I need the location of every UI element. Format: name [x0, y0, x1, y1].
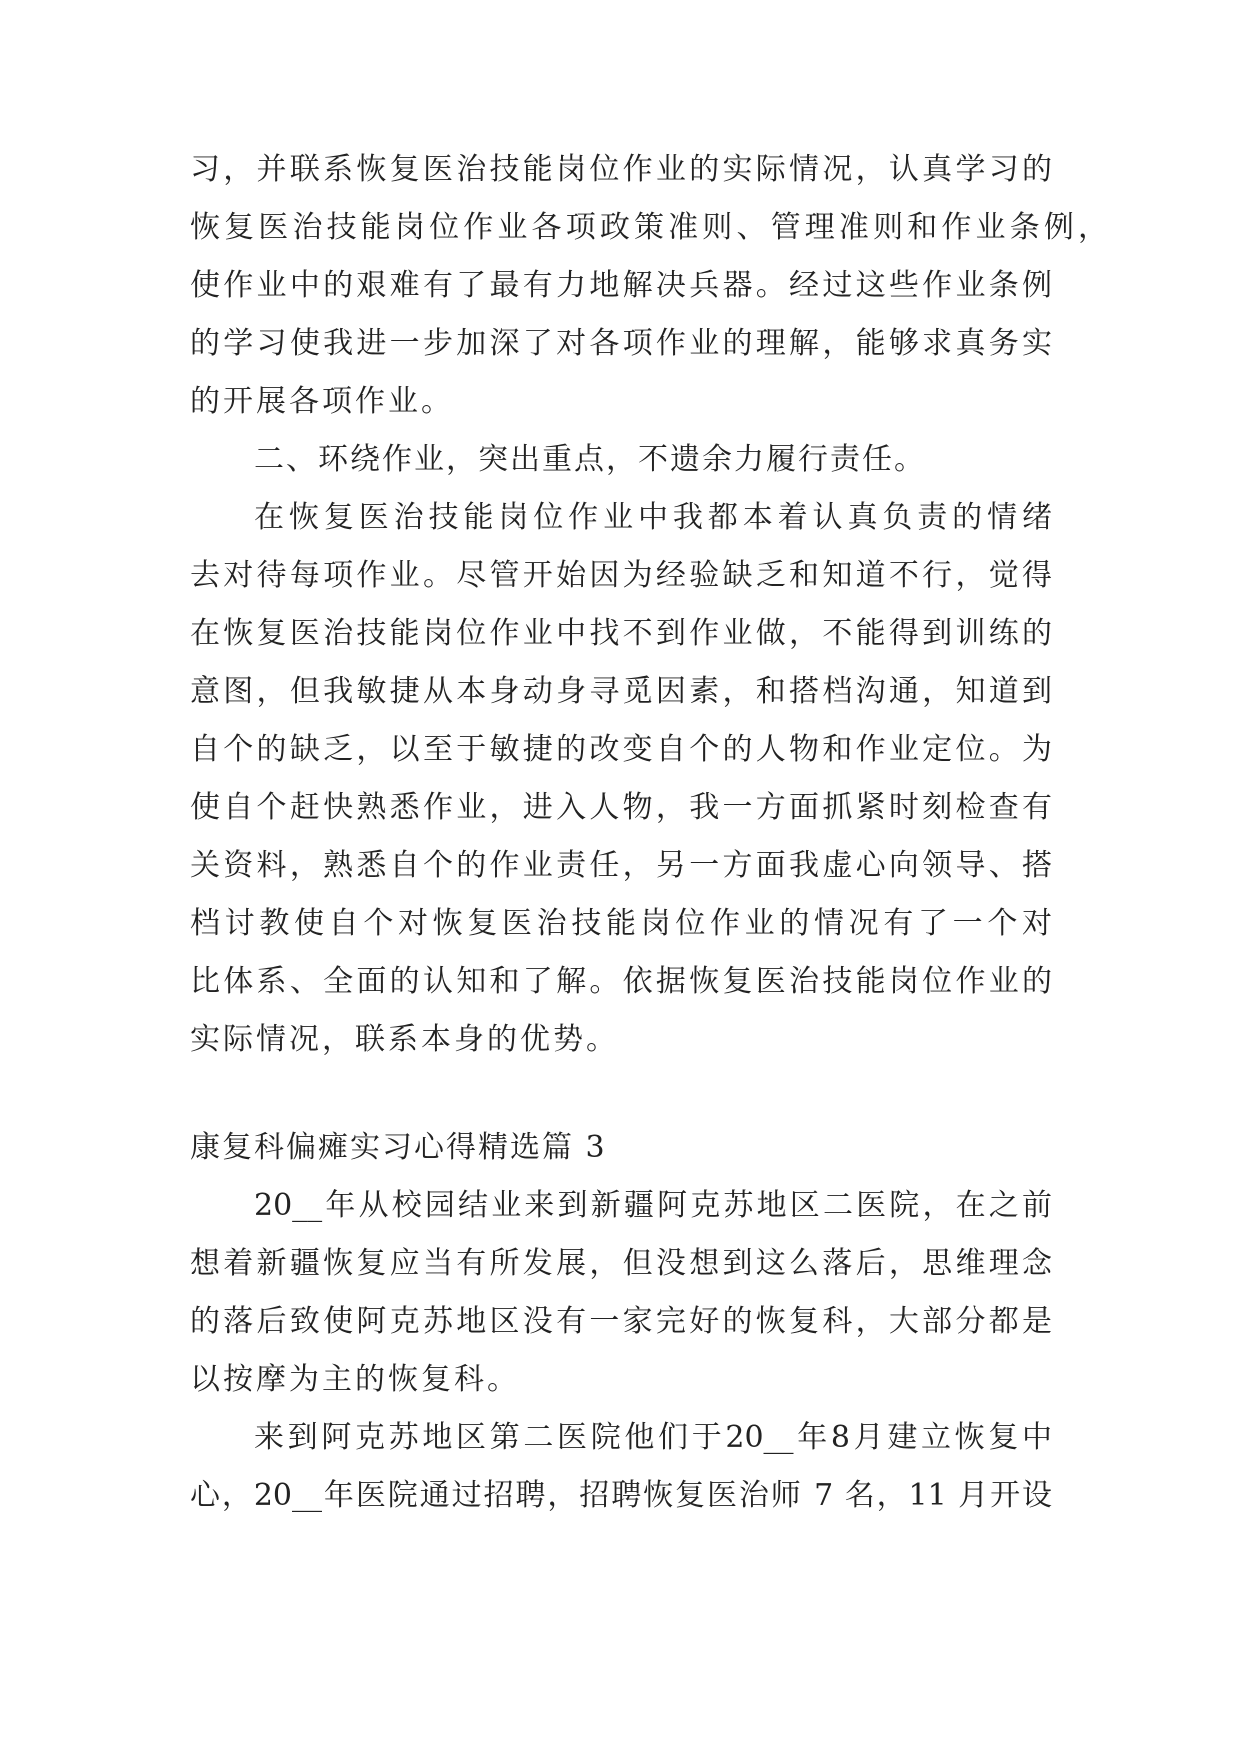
- paragraph-line: 的落后致使阿克苏地区没有一家完好的恢复科，大部分都是: [190, 1304, 1052, 1339]
- paragraph-line: 的开展各项作业。: [190, 384, 454, 419]
- section-heading: 二、环绕作业，突出重点，不遗余力履行责任。: [254, 442, 926, 477]
- paragraph-line: 想着新疆恢复应当有所发展，但没想到这么落后，思维理念: [190, 1246, 1052, 1281]
- paragraph-line: 恢复医治技能岗位作业各项政策准则、管理准则和作业条例，: [190, 210, 1108, 245]
- paragraph-line: 使作业中的艰难有了最有力地解决兵器。经过这些作业条例: [190, 268, 1052, 303]
- paragraph-line: 以按摩为主的恢复科。: [190, 1362, 520, 1397]
- paragraph-line: 自个的缺乏，以至于敏捷的改变自个的人物和作业定位。为: [190, 732, 1052, 767]
- paragraph-line: 使自个赶快熟悉作业，进入人物，我一方面抓紧时刻检查有: [190, 790, 1052, 825]
- paragraph-line: 20__年从校园结业来到新疆阿克苏地区二医院，在之前: [254, 1188, 1052, 1223]
- paragraph-line: 比体系、全面的认知和了解。依据恢复医治技能岗位作业的: [190, 964, 1052, 999]
- paragraph-line: 档讨教使自个对恢复医治技能岗位作业的情况有了一个对: [190, 906, 1052, 941]
- paragraph-line: 在恢复医治技能岗位作业中找不到作业做，不能得到训练的: [190, 616, 1052, 651]
- paragraph-line: 在恢复医治技能岗位作业中我都本着认真负责的情绪: [254, 500, 1052, 535]
- paragraph-line: 来到阿克苏地区第二医院他们于20__年8月建立恢复中: [254, 1420, 1052, 1455]
- paragraph-line: 习，并联系恢复医治技能岗位作业的实际情况，认真学习的: [190, 152, 1052, 187]
- paragraph-line: 去对待每项作业。尽管开始因为经验缺乏和知道不行，觉得: [190, 558, 1052, 593]
- paragraph-line: 关资料，熟悉自个的作业责任，另一方面我虚心向领导、搭: [190, 848, 1052, 883]
- paragraph-line: 意图，但我敏捷从本身动身寻觅因素，和搭档沟通，知道到: [190, 674, 1052, 709]
- paragraph-line: 心，20__年医院通过招聘，招聘恢复医治师 7 名，11 月开设: [190, 1478, 1052, 1513]
- paragraph-line: 实际情况，联系本身的优势。: [190, 1022, 619, 1057]
- article-title: 康复科偏瘫实习心得精选篇 3: [190, 1130, 607, 1165]
- paragraph-line: 的学习使我进一步加深了对各项作业的理解，能够求真务实: [190, 326, 1052, 361]
